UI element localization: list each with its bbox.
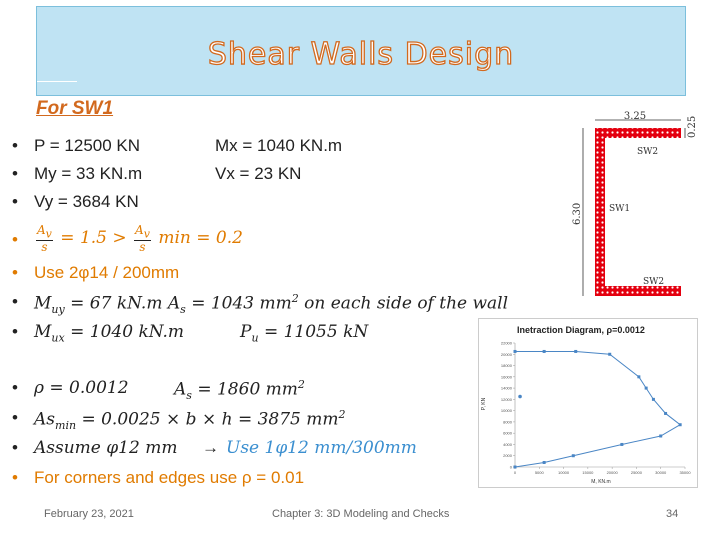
curve-point xyxy=(645,387,648,390)
curve-point xyxy=(543,350,546,353)
curve-point xyxy=(514,350,517,353)
moment-ux-formula: $M_{ux} = 1040$ kN.m xyxy=(34,322,185,345)
chart-x-tick-label: 30000 xyxy=(655,470,667,475)
chart-title: Inetraction Diagram, ρ=0.0012 xyxy=(517,325,645,335)
bullet-dot: • xyxy=(12,230,18,249)
curve-point xyxy=(679,423,682,426)
bullet-dot: • xyxy=(12,468,18,487)
sw2-bottom-label: SW2 xyxy=(643,277,665,287)
moment-x-text: Mx = 1040 KN.m xyxy=(215,136,343,155)
chart-x-axis-label: M, KN.m xyxy=(591,479,611,485)
banner-divider xyxy=(37,81,77,82)
dim-top-label: 3.25 xyxy=(623,111,647,122)
bullet-dot: • xyxy=(12,322,18,341)
chart-y-tick-label: 18000 xyxy=(500,363,512,369)
arrow-icon: → xyxy=(202,438,219,457)
bullet-dot: • xyxy=(12,438,18,457)
steel-area-formula: $A_s = 1860$ $mm^2$ xyxy=(174,378,305,403)
chart-x-tick-label: 15000 xyxy=(582,470,594,475)
curve-point xyxy=(659,435,662,438)
chart-x-tick-label: 25000 xyxy=(630,470,642,475)
chart-y-tick-label: 16000 xyxy=(500,374,512,380)
interaction-diagram-svg xyxy=(479,319,697,487)
chart-y-tick-label: 12000 xyxy=(500,396,512,402)
bullet-dot: • xyxy=(12,292,18,311)
slide-subtitle: For SW1 xyxy=(36,98,114,119)
bullet-dot: • xyxy=(12,263,18,282)
footer-date: February 23, 2021 xyxy=(44,508,134,520)
shear-x-text: Vx = 23 KN xyxy=(215,164,302,183)
chart-y-tick-label: 4000 xyxy=(503,441,512,447)
chart-y-axis-label: P, KN xyxy=(481,397,487,411)
sw2-bottom-wall xyxy=(595,286,681,296)
reinforcement-text: Use 2φ14 / 200mm xyxy=(34,263,180,282)
curve-point xyxy=(652,398,655,401)
sw2-top-wall xyxy=(595,128,681,138)
chart-x-tick-label: 35000 xyxy=(679,470,691,475)
chart-x-tick-label: 10000 xyxy=(558,470,570,475)
corners-text: For corners and edges use ρ = 0.01 xyxy=(34,468,305,487)
sw2-top-label: SW2 xyxy=(637,147,659,157)
wall-section-drawing xyxy=(565,110,720,310)
bullet-dot: • xyxy=(12,378,18,397)
chart-y-tick-label: 10000 xyxy=(500,408,512,414)
dim-right-label: 0.25 xyxy=(687,115,698,138)
dim-left-label: 6.30 xyxy=(572,202,583,225)
moment-uy-formula: $M_{uy} = 67$ kN.m $A_s = 1043$ $mm^2$ on each side of the wall xyxy=(34,292,509,317)
footer-chapter: Chapter 3: 3D Modeling and Checks xyxy=(272,508,450,520)
chart-y-tick-label: 2000 xyxy=(503,453,512,459)
ultimate-load-formula: $P_u = 11055$ kN xyxy=(240,322,369,345)
load-point xyxy=(518,395,522,399)
shear-y-text: Vy = 3684 KN xyxy=(34,192,139,211)
interaction-curve xyxy=(515,351,680,467)
curve-point xyxy=(514,466,517,469)
curve-point xyxy=(664,412,667,415)
curve-point xyxy=(620,443,623,446)
rho-formula: ρ = 0.0012 xyxy=(34,378,129,398)
chart-y-tick-label: 14000 xyxy=(500,385,512,391)
bullet-dot: • xyxy=(12,164,18,183)
curve-point xyxy=(543,461,546,464)
axial-load-text: P = 12500 KN xyxy=(34,136,141,155)
curve-point xyxy=(637,375,640,378)
bullet-dot: • xyxy=(12,136,18,155)
use-bar-text: Use 1φ12 mm/300mm xyxy=(226,438,417,458)
chart-y-tick-label: 6000 xyxy=(503,430,512,436)
slide-title: Shear Walls Design xyxy=(207,37,515,72)
moment-y-text: My = 33 KN.m xyxy=(34,164,143,183)
curve-point xyxy=(572,454,575,457)
chart-y-tick-label: 20000 xyxy=(500,351,512,357)
sw1-label: SW1 xyxy=(609,204,631,214)
chart-y-tick-label: 8000 xyxy=(503,419,512,425)
bullet-dot: • xyxy=(12,192,18,211)
assume-bar-text: Assume φ12 mm xyxy=(34,438,178,458)
chart-x-tick-label: 5000 xyxy=(534,470,544,475)
chart-x-tick-label: 0 xyxy=(513,470,517,475)
interaction-diagram-chart xyxy=(478,318,698,488)
curve-point xyxy=(574,350,577,353)
sw1-wall xyxy=(595,128,605,296)
chart-y-tick-label: 0 xyxy=(509,464,512,470)
min-steel-formula: $As_{min} = 0.0025 \times b \times h = 3875$ $mm^2$ xyxy=(34,408,346,433)
shear-ratio-formula: $\frac{A_v}{s}$ = 1.5 > $\frac{A_v}{s}$ min = 0.2 xyxy=(37,223,243,255)
curve-point xyxy=(608,353,611,356)
bullet-dot: • xyxy=(12,408,18,427)
footer-page-number: 34 xyxy=(666,508,679,520)
chart-x-tick-label: 20000 xyxy=(606,470,618,475)
title-banner xyxy=(36,6,686,96)
chart-y-tick-label: 22000 xyxy=(500,340,512,346)
